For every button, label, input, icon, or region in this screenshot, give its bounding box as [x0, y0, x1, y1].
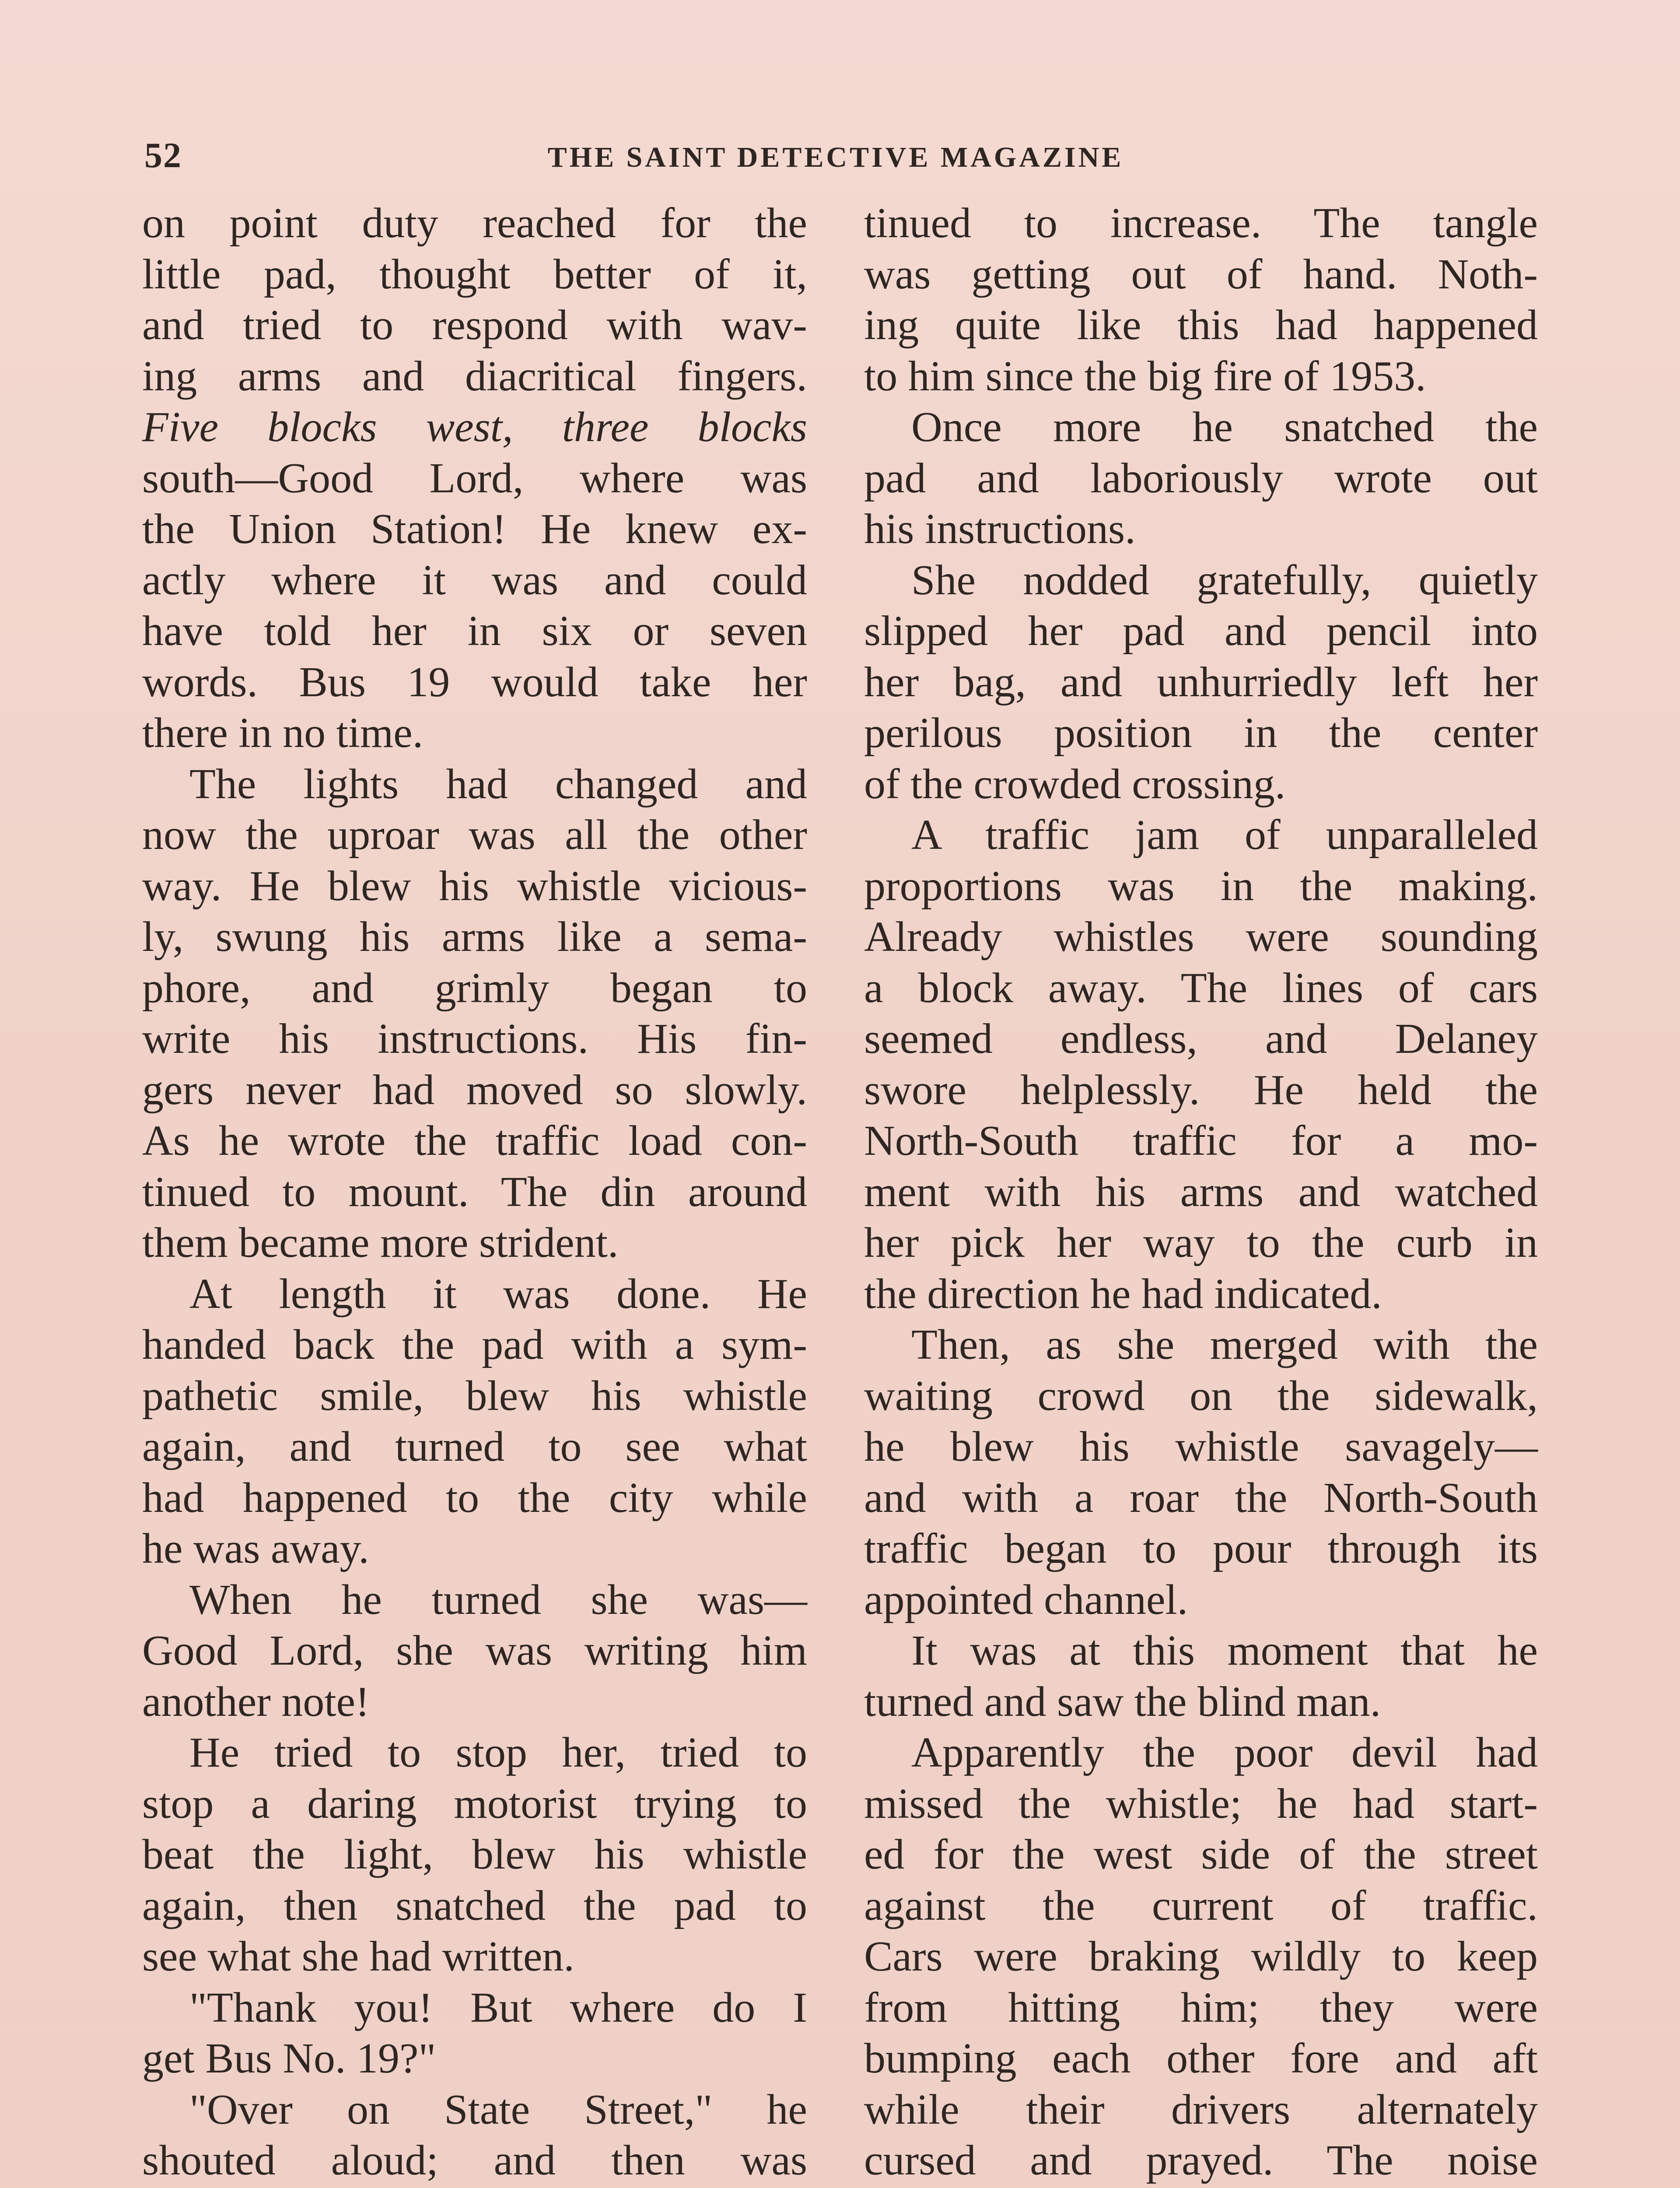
- text-line: to him since the big fire of 1953.: [864, 352, 1426, 400]
- text-line: her pick her way to the curb in: [864, 1219, 1538, 1266]
- text-line: see what she had written.: [142, 1933, 574, 1980]
- text-line: Then, as she merged with the: [911, 1321, 1538, 1368]
- text-line: against the current of traffic.: [864, 1882, 1538, 1929]
- text-line: "Thank you! But where do I: [189, 1984, 807, 2031]
- text-line: Cars were braking wildly to keep: [864, 1933, 1538, 1980]
- text-line: words. Bus 19 would take her: [142, 658, 807, 706]
- text-line: She nodded gratefully, quietly: [911, 556, 1538, 604]
- text-line: was getting out of hand. Noth-: [864, 250, 1538, 298]
- text-line: He tried to stop her, tried to: [189, 1729, 807, 1776]
- text-line: "Over on State Street," he: [189, 2086, 807, 2133]
- text-line: pathetic smile, blew his whistle: [142, 1372, 807, 1420]
- text-line: When he turned she was—: [189, 1576, 807, 1623]
- text-line: It was at this moment that he: [911, 1627, 1538, 1674]
- text-line: missed the whistle; he had start-: [864, 1780, 1538, 1827]
- text-line: appointed channel.: [864, 1576, 1188, 1623]
- text-line: phore, and grimly began to: [142, 964, 807, 1012]
- text-line: had happened to the city while: [142, 1474, 807, 1522]
- text-line: stop a daring motorist trying to: [142, 1780, 807, 1827]
- text-line: tinued to mount. The din around: [142, 1168, 807, 1216]
- text-line: [142, 2186, 807, 2188]
- text-column-right: [864, 198, 1538, 2188]
- text-line: her bag, and unhurriedly left her: [864, 658, 1538, 706]
- text-line: cursed and prayed. The noise: [864, 2137, 1538, 2184]
- text-line: pad and laboriously wrote out: [864, 454, 1538, 502]
- text-line: on point duty reached for the: [142, 200, 807, 247]
- text-line: little pad, thought better of it,: [142, 250, 807, 298]
- text-line: gers never had moved so slowly.: [142, 1066, 807, 1114]
- text-line: At length it was done. He: [189, 1270, 807, 1318]
- text-line: he was away.: [142, 1525, 369, 1572]
- running-head: THE SAINT DETECTIVE MAGAZINE: [547, 141, 1124, 173]
- text-line: have told her in six or seven: [142, 607, 807, 655]
- text-line: of the crowded crossing.: [864, 760, 1286, 808]
- text-line: from hitting him; they were: [864, 1984, 1538, 2031]
- text-line: ly, swung his arms like a sema-: [142, 913, 807, 961]
- text-line: turned and saw the blind man.: [864, 1678, 1381, 1725]
- text-line: way. He blew his whistle vicious-: [142, 862, 807, 910]
- text-line: Apparently the poor devil had: [911, 1729, 1538, 1776]
- text-line: while their drivers alternately: [864, 2086, 1538, 2133]
- text-line: shouted aloud; and then was: [142, 2137, 807, 2184]
- text-line: waiting crowd on the sidewalk,: [864, 1372, 1538, 1420]
- text-line: actly where it was and could: [142, 556, 807, 604]
- text-line: the Union Station! He knew ex-: [142, 505, 807, 553]
- text-line: slipped her pad and pencil into: [864, 607, 1538, 655]
- text-line: get Bus No. 19?": [142, 2035, 436, 2082]
- text-line: there in no time.: [142, 709, 424, 757]
- text-line: write his instructions. His fin-: [142, 1015, 807, 1062]
- text-line: and with a roar the North-South: [864, 1474, 1538, 1522]
- text-line: Once more he snatched the: [911, 403, 1538, 451]
- text-line: again, then snatched the pad to: [142, 1882, 807, 1929]
- text-line: [864, 2186, 1538, 2188]
- text-line: ing quite like this had happened: [864, 302, 1538, 349]
- text-line: again, and turned to see what: [142, 1423, 807, 1470]
- text-line: a block away. The lines of cars: [864, 964, 1538, 1012]
- text-line: now the uproar was all the other: [142, 811, 807, 859]
- text-line: ing arms and diacritical fingers.: [142, 352, 807, 400]
- text-line: them became more strident.: [142, 1219, 619, 1266]
- text-line: another note!: [142, 1678, 370, 1725]
- text-line: As he wrote the traffic load con-: [142, 1117, 807, 1164]
- text-line: The lights had changed and: [189, 760, 807, 808]
- page-number: 52: [144, 135, 182, 175]
- text-line: seemed endless, and Delaney: [864, 1015, 1538, 1062]
- text-line: ed for the west side of the street: [864, 1831, 1538, 1878]
- text-line: North-South traffic for a mo-: [864, 1117, 1538, 1164]
- text-line: swore helplessly. He held the: [864, 1066, 1538, 1114]
- text-line: south—Good Lord, where was: [142, 454, 807, 502]
- text-line: Good Lord, she was writing him: [142, 1627, 807, 1674]
- text-line: and tried to respond with wav-: [142, 302, 807, 349]
- text-column-left: [142, 198, 807, 2188]
- text-line: perilous position in the center: [864, 709, 1538, 757]
- text-line: ment with his arms and watched: [864, 1168, 1538, 1216]
- text-line: handed back the pad with a sym-: [142, 1321, 807, 1368]
- text-line: A traffic jam of unparalleled: [911, 811, 1538, 859]
- text-line: proportions was in the making.: [864, 862, 1538, 910]
- text-line: Five blocks west, three blocks: [142, 403, 807, 451]
- text-line: Already whistles were sounding: [864, 913, 1538, 961]
- text-line: his instructions.: [864, 505, 1136, 553]
- text-line: beat the light, blew his whistle: [142, 1831, 807, 1878]
- text-line: he blew his whistle savagely—: [864, 1423, 1538, 1470]
- text-line: bumping each other fore and aft: [864, 2035, 1538, 2082]
- text-line: traffic began to pour through its: [864, 1525, 1538, 1572]
- text-line: tinued to increase. The tangle: [864, 200, 1538, 247]
- text-line: the direction he had indicated.: [864, 1270, 1382, 1318]
